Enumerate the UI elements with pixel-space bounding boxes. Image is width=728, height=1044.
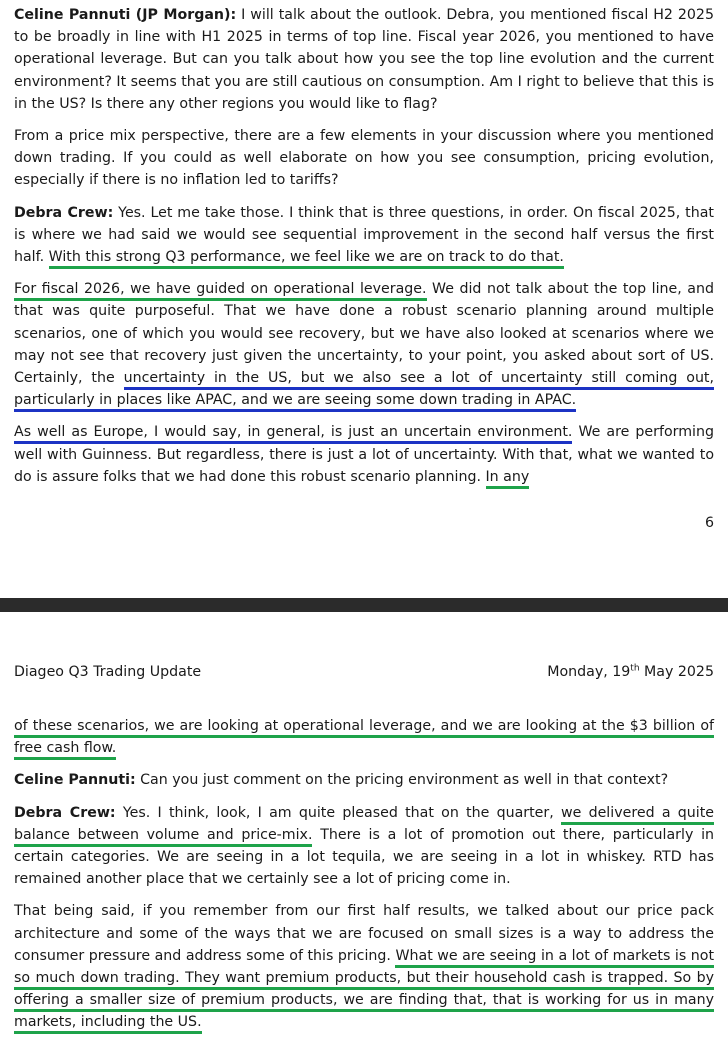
page-header — [14, 664, 714, 680]
green-highlight: we delivered a quite balance between volume and price-mix. — [14, 805, 714, 847]
paragraph-fiscal-2026 — [14, 278, 714, 411]
green-highlight: of these scenarios, we are looking at operational leverage, and we are looking at the $3 billion of free cash flow. — [14, 718, 714, 760]
paragraph-celine-question — [14, 4, 714, 115]
speaker-name: Celine Pannuti (JP Morgan): — [14, 7, 237, 23]
green-highlight: With this strong Q3 performance, we feel like we are on track to do that. — [49, 249, 564, 269]
page-7-body — [14, 715, 714, 1044]
paragraph-free-cash-flow — [14, 715, 714, 759]
header-title: Diageo Q3 Trading Update — [14, 664, 202, 680]
paragraph-text: I will talk about the outlook. Debra, you mentioned fiscal H2 2025 to be broadly in line with H1 2025 in terms of top line. Fiscal year 2026, you mentioned to have operational leverage. But can you talk about how you see the top line evolution and the current environment? It seems that you are still cautious on consumption. Am I right to believe that this is in the US? Is there any other regions you would like to flag? — [14, 7, 714, 112]
paragraph-text: Yes. Let me take those. I think that is three questions, in order. On fiscal 2025, that is where we had said we would see sequential improvement in the second half versus the first half. — [14, 204, 714, 266]
green-highlight: In any — [486, 469, 530, 489]
speaker-name: Debra Crew: — [14, 804, 116, 821]
paragraph-text: Yes. I think, look, I am quite pleased that on the quarter, — [115, 804, 561, 821]
paragraph-europe — [14, 421, 714, 488]
paragraph-celine-pricing — [14, 769, 714, 791]
page-separator — [0, 598, 728, 612]
blue-highlight: As well as Europe, I would say, in general, is just an uncertain environment. — [14, 424, 572, 444]
blue-highlight: uncertainty in the US, but we also see a lot of uncertainty still coming out, particularly in places like APAC, and we are seeing some down trading in APAC. — [14, 370, 714, 412]
paragraph-text: We did not talk about the top line, and that was quite purposeful. That we have done a robust scenario planning around multiple scenarios, one of which you would see recovery, but we have also looked at scenarios where we may not see that recovery just given the uncertainty, to your point, you asked about sort of US. Certainly, the — [14, 281, 714, 387]
green-highlight: For fiscal 2026, we have guided on operational leverage. — [14, 281, 427, 301]
paragraph-text: There is a lot of promotion out there, particularly in certain categories. We are seeing in a lot tequila, we are seeing in a lot in whiskey. RTD has remained another place that we certainly see a lot of pricing come in. — [14, 826, 714, 888]
header-date: Monday, 19th May 2025 — [547, 663, 714, 680]
paragraph-text: We are performing well with Guinness. But regardless, there is just a lot of uncertainty. With that, what we wanted to do is assure folks that we had done this robust scenario planning. — [14, 424, 714, 485]
paragraph-debra-pricing — [14, 802, 714, 891]
page-number: 6 — [704, 515, 714, 531]
paragraph-price-pack — [14, 900, 714, 1033]
paragraph-price-mix-question — [14, 125, 714, 192]
paragraph-text: Can you just comment on the pricing environment as well in that context? — [135, 772, 669, 789]
speaker-name: Celine Pannuti: — [14, 772, 136, 789]
speaker-name: Debra Crew: — [14, 204, 114, 221]
paragraph-debra-answer-1 — [14, 202, 714, 269]
paragraph-text: That being said, if you remember from our first half results, we talked about our price pack architecture and some of the ways that we are focused on small sizes is a way to address the consumer pressure and address some of this pricing. — [14, 903, 714, 964]
paragraph-text: From a price mix perspective, there are a few elements in your discussion where you mentioned down trading. If you could as well elaborate on how you see consumption, pricing evolution, especially if there is no inflation led to tariffs? — [14, 128, 714, 189]
page-6-body — [14, 4, 714, 498]
transcript-page-7 — [0, 612, 728, 1034]
green-highlight: What we are seeing in a lot of markets is not so much down trading. They want premium products, but their household cash is trapped. So by offering a smaller size of premium products, we are finding that, that is working for us in many markets, including the US. — [14, 948, 714, 1035]
